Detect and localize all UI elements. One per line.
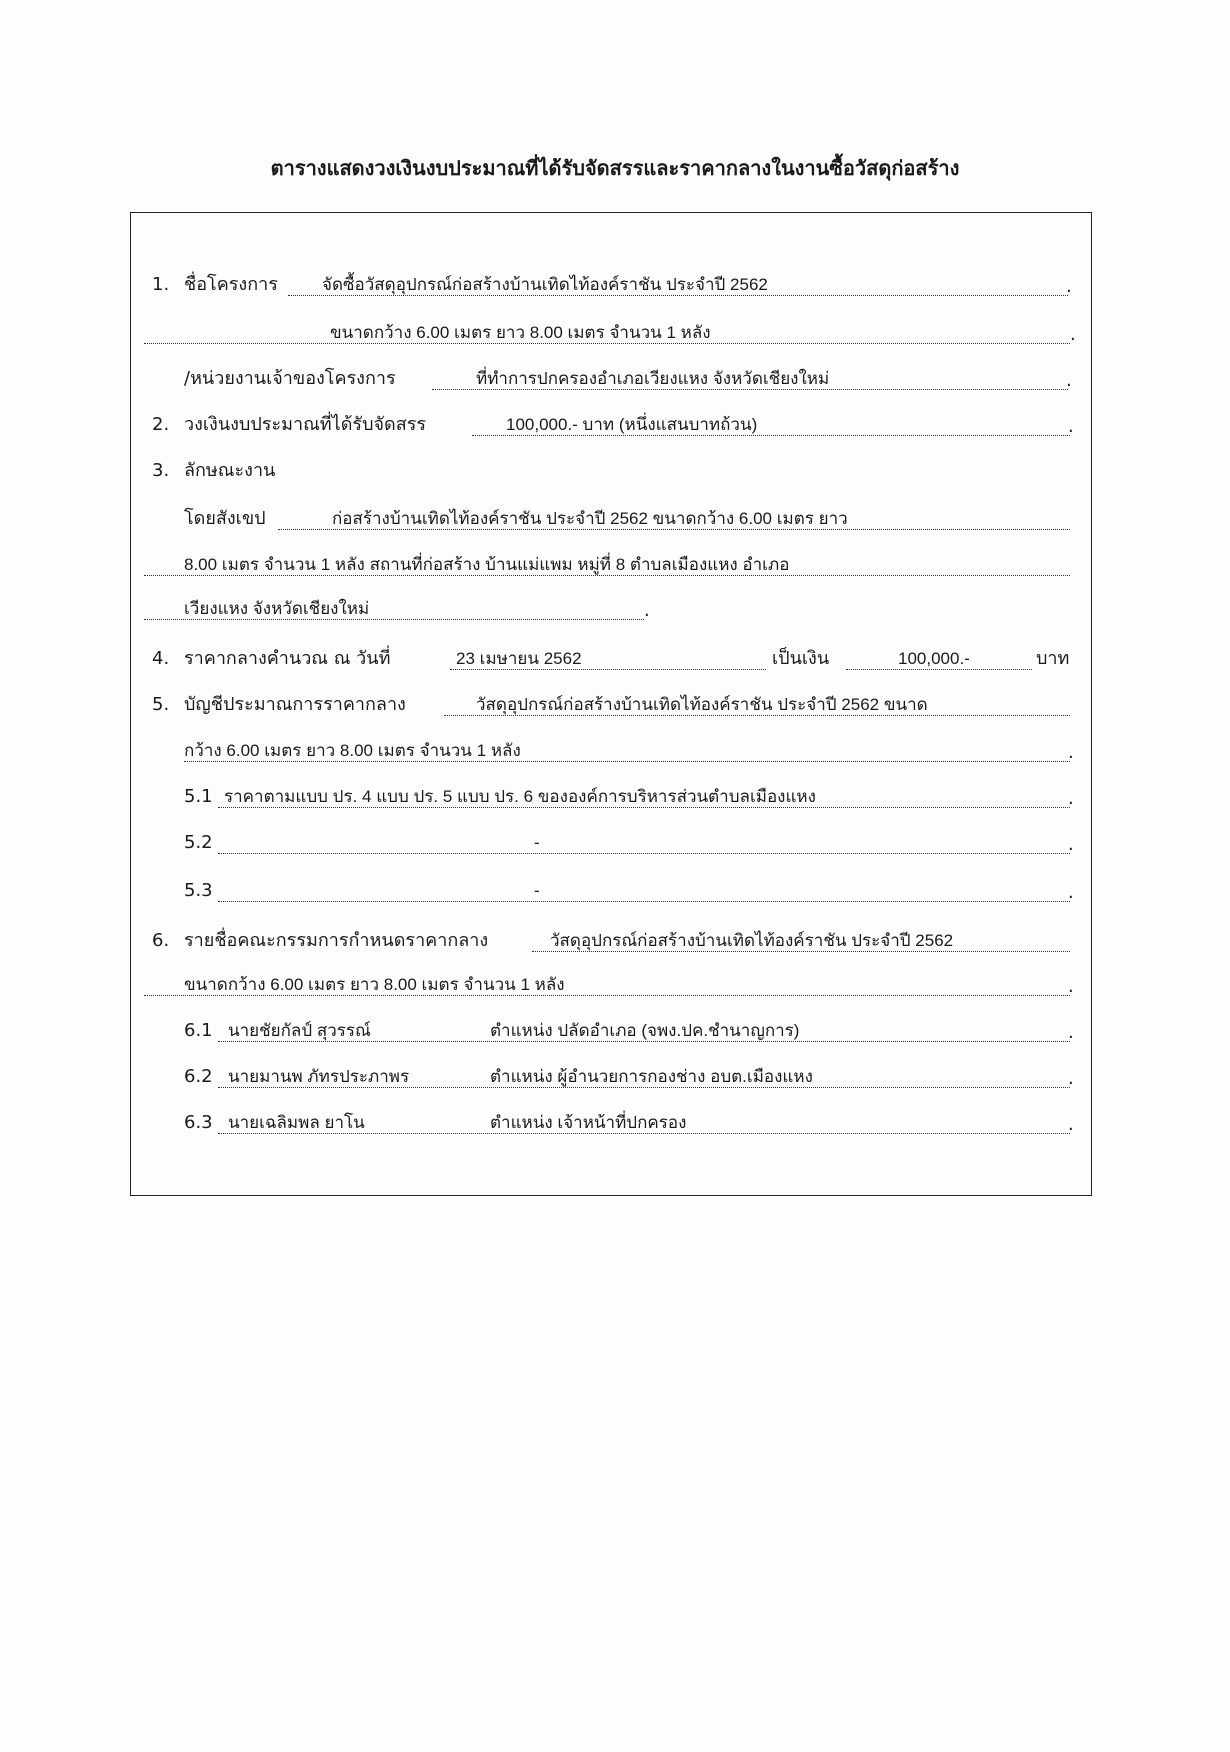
work-description-line-1: ก่อสร้างบ้านเทิดไท้องค์ราชัน ประจำปี 2562 ขนาดกว้าง 6.00 เมตร ยาว (278, 506, 1070, 530)
member-6-2-number: 6.2 (184, 1066, 213, 1087)
committee-line-2: ขนาดกว้าง 6.00 เมตร ยาว 8.00 เมตร จำนวน 1 หลัง (144, 972, 1070, 996)
estimate-item-5-3-number: 5.3 (184, 880, 213, 901)
estimate-item-5-1: ราคาตามแบบ ปร. 4 แบบ ปร. 5 แบบ ปร. 6 ขององค์การบริหารส่วนตำบลเมืองแหง (218, 784, 1070, 808)
member-6-1-number: 6.1 (184, 1020, 213, 1041)
amount-label: เป็นเงิน (772, 648, 830, 669)
estimate-label: บัญชีประมาณการราคากลาง (184, 694, 406, 715)
summary-label: โดยสังเขป (184, 508, 266, 529)
estimate-item-5-2-number: 5.2 (184, 832, 213, 853)
member-6-3-position: ตำแหน่ง เจ้าหน้าที่ปกครอง (490, 1113, 687, 1132)
member-6-3-name: นายเฉลิมพล ยาโน (228, 1113, 365, 1132)
member-6-2-name: นายมานพ ภัทรประภาพร (228, 1067, 410, 1086)
project-name-value: จัดซื้อวัสดุอุปกรณ์ก่อสร้างบ้านเทิดไท้องค์ราชัน ประจำปี 2562 (288, 272, 1068, 296)
section-2-number: 2. (152, 414, 170, 435)
section-3-number: 3. (152, 460, 170, 481)
member-6-3 (218, 1110, 1070, 1134)
project-owner-label: /หน่วยงานเจ้าของโครงการ (184, 368, 396, 389)
budget-label: วงเงินงบประมาณที่ได้รับจัดสรร (184, 414, 427, 435)
estimate-item-5-3: - (218, 878, 1070, 902)
estimate-line-1: วัสดุอุปกรณ์ก่อสร้างบ้านเทิดไท้องค์ราชัน ประจำปี 2562 ขนาด (444, 692, 1070, 716)
project-name-label: ชื่อโครงการ (184, 274, 278, 295)
committee-line-1: วัสดุอุปกรณ์ก่อสร้างบ้านเทิดไท้องค์ราชัน ประจำปี 2562 (532, 928, 1070, 952)
member-6-2-position: ตำแหน่ง ผู้อำนวยการกองช่าง อบต.เมืองแหง (490, 1067, 813, 1086)
section-5-number: 5. (152, 694, 170, 715)
estimate-line-2: กว้าง 6.00 เมตร ยาว 8.00 เมตร จำนวน 1 หลัง (184, 738, 1070, 762)
committee-label: รายชื่อคณะกรรมการกำหนดราคากลาง (184, 930, 489, 951)
budget-value: 100,000.- บาท (หนึ่งแสนบาทถ้วน) (472, 412, 1070, 436)
work-description-label: ลักษณะงาน (184, 460, 276, 481)
estimate-item-5-2: - (218, 830, 1070, 854)
project-size-value: ขนาดกว้าง 6.00 เมตร ยาว 8.00 เมตร จำนวน 1 หลัง (144, 320, 1070, 344)
member-6-3-number: 6.3 (184, 1112, 213, 1133)
member-6-1-name: นายชัยกัลป์ สุวรรณ์ (228, 1021, 371, 1040)
work-description-line-3: เวียงแหง จังหวัดเชียงใหม่ (144, 596, 644, 620)
section-6-number: 6. (152, 930, 170, 951)
member-6-2 (218, 1064, 1070, 1088)
member-6-1-position: ตำแหน่ง ปลัดอำเภอ (จพง.ปค.ชำนาญการ) (490, 1021, 800, 1040)
member-6-1 (218, 1018, 1070, 1042)
baht-unit: บาท (1036, 648, 1070, 669)
work-description-line-2: 8.00 เมตร จำนวน 1 หลัง สถานที่ก่อสร้าง บ้านแม่แพม หมู่ที่ 8 ตำบลเมืองแหง อำเภอ (144, 552, 1070, 576)
project-owner-value: ที่ทำการปกครองอำเภอเวียงแหง จังหวัดเชียงใหม่ (432, 366, 1068, 390)
estimate-item-5-1-number: 5.1 (184, 786, 213, 807)
median-price-amount: 100,000.- (846, 646, 1032, 670)
section-4-number: 4. (152, 648, 170, 669)
document-title: ตารางแสดงวงเงินงบประมาณที่ได้รับจัดสรรและราคากลางในงานซื้อวัสดุก่อสร้าง (270, 156, 960, 180)
median-price-date: 23 เมษายน 2562 (450, 646, 766, 670)
section-1-number: 1. (152, 274, 170, 295)
median-price-date-label: ราคากลางคำนวณ ณ วันที่ (184, 648, 391, 669)
